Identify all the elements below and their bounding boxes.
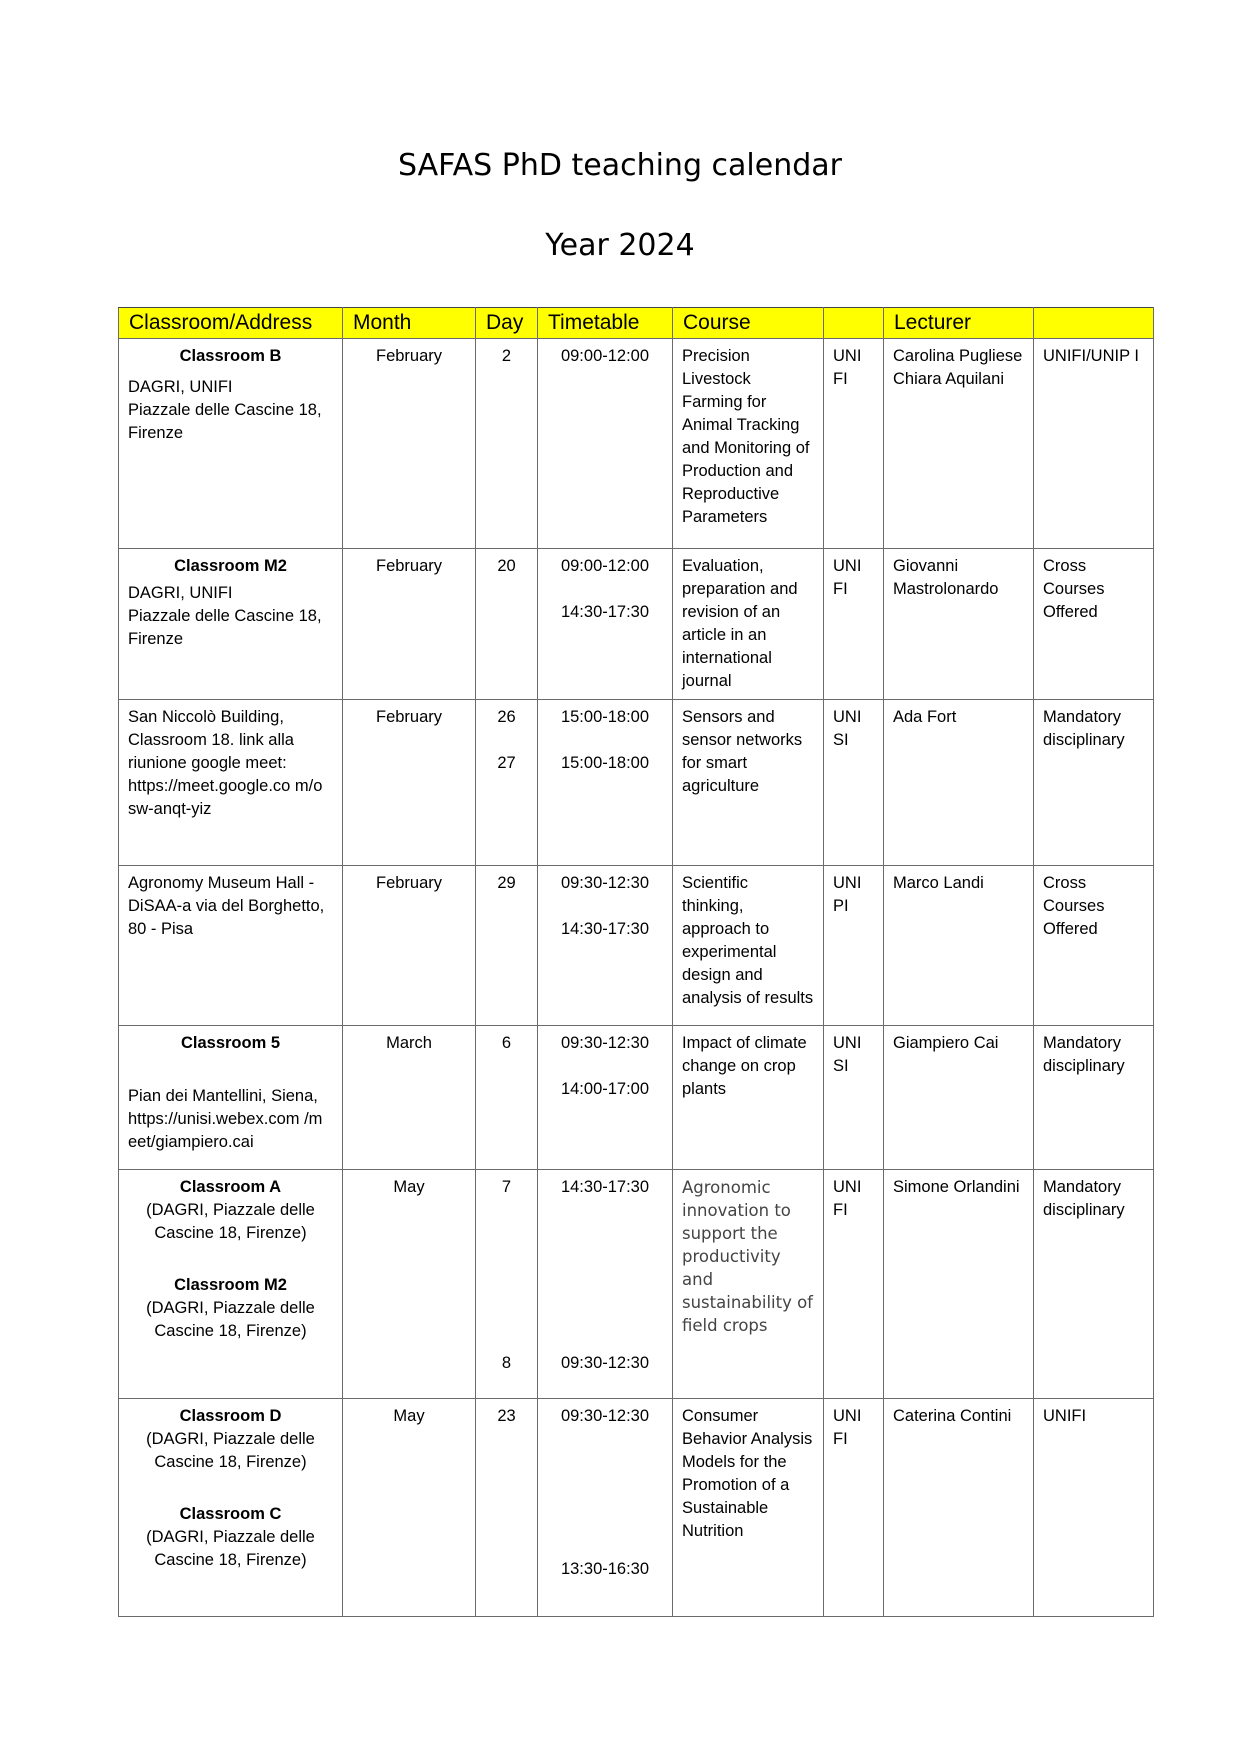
university-cell: UNI FI <box>824 549 884 700</box>
course-type-cell: UNIFI <box>1034 1399 1154 1617</box>
course-cell: Consumer Behavior Analysis Models for the Promotion of a Sustainable Nutrition <box>673 1399 824 1617</box>
timetable-slot-2: 14:30-17:30 <box>560 603 650 621</box>
lecturer-cell: Carolina Pugliese Chiara Aquilani <box>884 339 1034 549</box>
course-type-cell: Cross Courses Offered <box>1034 549 1154 700</box>
course-type-cell: Mandatory disciplinary <box>1034 700 1154 866</box>
classroom-cell <box>119 339 343 549</box>
day-cell: 6 <box>476 1026 538 1170</box>
timetable-cell <box>538 1399 673 1617</box>
classroom-cell: San Niccolò Building, Classroom 18. link alla riunione google meet: https://meet.google.co m/o sw-anqt-yiz <box>119 700 343 866</box>
day-cell: 29 <box>476 866 538 1026</box>
table-row <box>119 700 1154 866</box>
university-cell: UNI FI <box>824 339 884 549</box>
header-classroom: Classroom/Address <box>119 308 343 339</box>
classroom-name-2: Classroom C <box>179 1505 282 1523</box>
classroom-address: (DAGRI, Piazzale delle Cascine 18, Firenze) <box>146 1201 315 1242</box>
university-cell: UNI FI <box>824 1399 884 1617</box>
page-title: SAFAS PhD teaching calendar <box>398 148 842 183</box>
timetable-cell <box>538 866 673 1026</box>
day-cell: 23 <box>476 1399 538 1617</box>
day-2: 8 <box>501 1354 512 1372</box>
header-course: Course <box>673 308 824 339</box>
day-1: 7 <box>501 1178 512 1196</box>
course-type-cell: Mandatory disciplinary <box>1034 1170 1154 1399</box>
classroom-name: Classroom D <box>179 1407 282 1425</box>
timetable-slot-1: 09:00-12:00 <box>560 557 650 575</box>
lecturer-cell: Giovanni Mastrolonardo <box>884 549 1034 700</box>
timetable-cell: 09:00-12:00 <box>538 339 673 549</box>
classroom-address: DAGRI, UNIFI Piazzale delle Cascine 18, Firenze <box>128 584 322 648</box>
header-day: Day <box>476 308 538 339</box>
table-row <box>119 339 1154 549</box>
month-cell: February <box>343 866 476 1026</box>
timetable-cell <box>538 1170 673 1399</box>
course-type-cell: Cross Courses Offered <box>1034 866 1154 1026</box>
course-cell: Scientific thinking, approach to experimental design and analysis of results <box>673 866 824 1026</box>
header-month: Month <box>343 308 476 339</box>
university-cell: UNI FI <box>824 1170 884 1399</box>
course-type-cell: Mandatory disciplinary <box>1034 1026 1154 1170</box>
timetable-cell <box>538 549 673 700</box>
timetable-slot-1: 14:30-17:30 <box>560 1178 650 1196</box>
classroom-address: (DAGRI, Piazzale delle Cascine 18, Firenze) <box>146 1430 315 1471</box>
table-row <box>119 1026 1154 1170</box>
month-cell: May <box>343 1399 476 1617</box>
classroom-name: Classroom M2 <box>174 557 287 575</box>
timetable-slot-1: 09:30-12:30 <box>560 874 650 892</box>
lecturer-cell: Giampiero Cai <box>884 1026 1034 1170</box>
header-type <box>1034 308 1154 339</box>
course-cell: Sensors and sensor networks for smart agriculture <box>673 700 824 866</box>
course-cell: Agronomic innovation to support the productivity and sustainability of field crops <box>673 1170 824 1399</box>
lecturer-cell: Simone Orlandini <box>884 1170 1034 1399</box>
day-2: 27 <box>497 754 516 772</box>
university-cell: UNI PI <box>824 866 884 1026</box>
day-cell <box>476 700 538 866</box>
classroom-name: Classroom A <box>179 1178 282 1196</box>
header-lecturer: Lecturer <box>884 308 1034 339</box>
timetable-slot-1: 09:30-12:30 <box>560 1407 650 1425</box>
classroom-cell <box>119 1170 343 1399</box>
month-cell: February <box>343 549 476 700</box>
university-cell: UNI SI <box>824 1026 884 1170</box>
classroom-cell <box>119 1399 343 1617</box>
day-cell: 20 <box>476 549 538 700</box>
timetable-slot-1: 15:00-18:00 <box>560 708 650 726</box>
course-type-cell: UNIFI/UNIP I <box>1034 339 1154 549</box>
classroom-name: Classroom 5 <box>180 1034 281 1052</box>
day-cell: 2 <box>476 339 538 549</box>
month-cell: May <box>343 1170 476 1399</box>
timetable-slot-2: 09:30-12:30 <box>560 1354 650 1372</box>
lecturer-cell: Caterina Contini <box>884 1399 1034 1617</box>
month-cell: February <box>343 700 476 866</box>
classroom-address: Pian dei Mantellini, Siena, https://unisi.webex.com /m eet/giampiero.cai <box>128 1087 323 1151</box>
lecturer-cell: Marco Landi <box>884 866 1034 1026</box>
timetable-slot-2: 14:00-17:00 <box>560 1080 650 1098</box>
course-cell: Evaluation, preparation and revision of an article in an international journal <box>673 549 824 700</box>
month-cell: March <box>343 1026 476 1170</box>
header-row <box>119 308 1154 339</box>
timetable-slot-2: 15:00-18:00 <box>560 754 650 772</box>
timetable-cell <box>538 1026 673 1170</box>
page-subtitle: Year 2024 <box>545 228 695 263</box>
calendar-table <box>118 307 1154 1617</box>
classroom-address-2: (DAGRI, Piazzale delle Cascine 18, Firenze) <box>146 1528 315 1569</box>
table-row <box>119 549 1154 700</box>
classroom-name: Classroom B <box>179 347 282 365</box>
classroom-cell <box>119 1026 343 1170</box>
classroom-name-2: Classroom M2 <box>174 1276 287 1294</box>
classroom-address: DAGRI, UNIFI Piazzale delle Cascine 18, Firenze <box>128 378 322 442</box>
header-uni <box>824 308 884 339</box>
header-timetable: Timetable <box>538 308 673 339</box>
timetable-cell <box>538 700 673 866</box>
timetable-slot-1: 09:30-12:30 <box>560 1034 650 1052</box>
university-cell: UNI SI <box>824 700 884 866</box>
course-cell: Impact of climate change on crop plants <box>673 1026 824 1170</box>
classroom-cell: Agronomy Museum Hall - DiSAA-a via del Borghetto, 80 - Pisa <box>119 866 343 1026</box>
table-row <box>119 1170 1154 1399</box>
classroom-address-2: (DAGRI, Piazzale delle Cascine 18, Firenze) <box>146 1299 315 1340</box>
timetable-slot-2: 13:30-16:30 <box>560 1560 650 1578</box>
course-cell: Precision Livestock Farming for Animal Tracking and Monitoring of Production and Reproductive Parameters <box>673 339 824 549</box>
month-cell: February <box>343 339 476 549</box>
timetable-slot-2: 14:30-17:30 <box>560 920 650 938</box>
lecturer-cell: Ada Fort <box>884 700 1034 866</box>
table-row <box>119 866 1154 1026</box>
day-1: 26 <box>497 708 516 726</box>
classroom-cell <box>119 549 343 700</box>
table-row <box>119 1399 1154 1617</box>
day-cell <box>476 1170 538 1399</box>
